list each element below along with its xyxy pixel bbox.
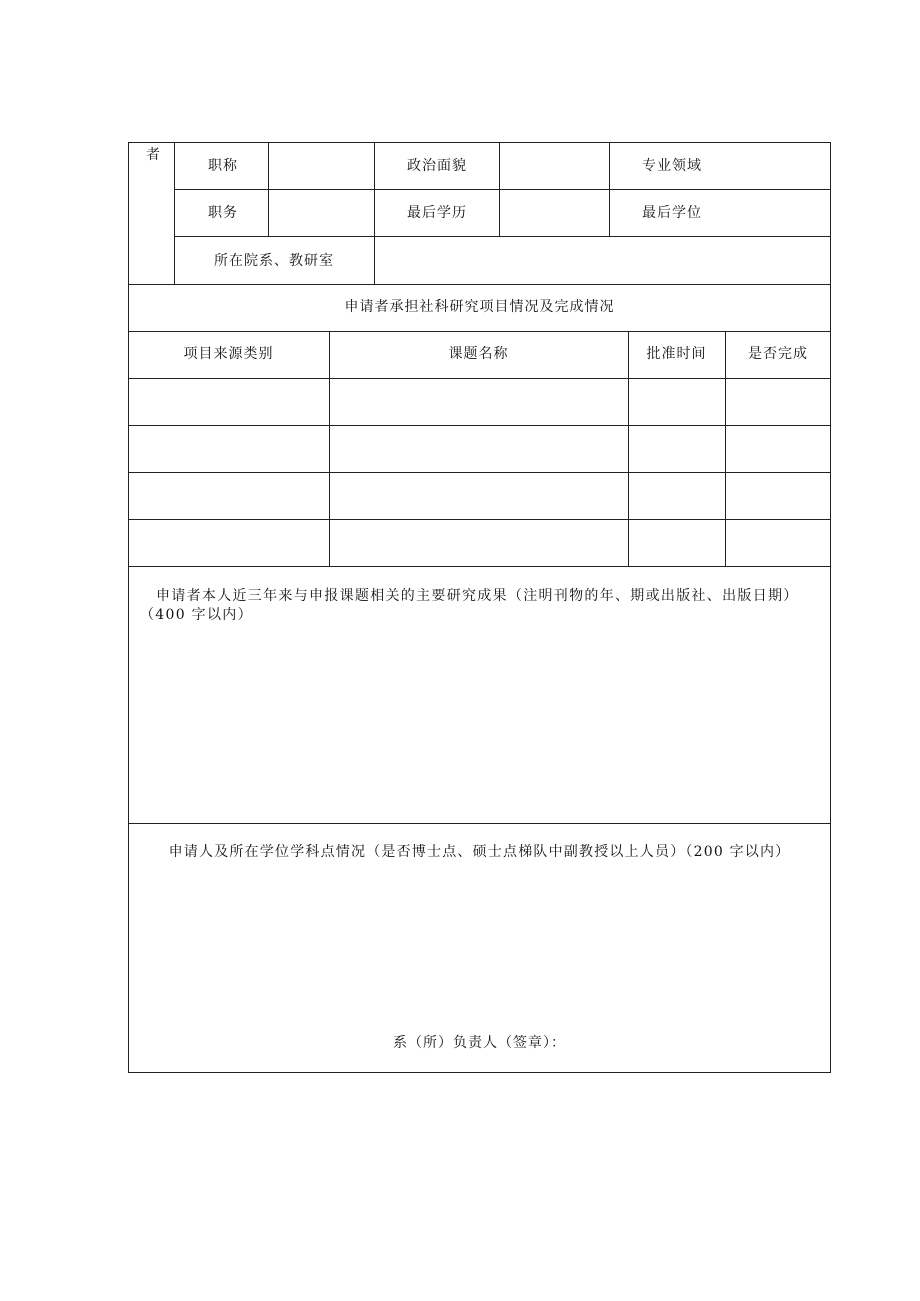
column-header-source: 项目来源类别: [183, 346, 274, 362]
discipline-prompt: 申请人及所在学位学科点情况（是否博士点、硕士点梯队中副教授以上人员）（200 字以内）: [168, 844, 791, 860]
rule: [374, 142, 375, 284]
rule: [128, 566, 831, 567]
column-header-topic: 课题名称: [448, 346, 509, 362]
title-label: 职称: [208, 158, 238, 174]
column-header-completed: 是否完成: [748, 346, 808, 362]
position-label: 职务: [208, 205, 238, 221]
achievements-prompt: 申请者本人近三年来与申报课题相关的主要研究成果（注明刊物的年、期或出版社、出版日期）（400 字以内）: [140, 588, 799, 623]
degree-label: 最后学位: [642, 205, 702, 221]
rule: [499, 142, 500, 236]
rule: [128, 284, 831, 285]
rule: [268, 142, 269, 236]
rule: [174, 142, 175, 284]
column-header-approval-date: 批准时间: [646, 346, 707, 362]
rule: [174, 189, 831, 190]
projects-section-title: 申请者承担社科研究项目情况及完成情况: [344, 299, 615, 315]
department-head-signature-label: 系（所）负责人（签章）：: [393, 1035, 566, 1051]
political-status-label: 政治面貌: [407, 158, 467, 174]
discipline-content[interactable]: [140, 872, 826, 1022]
education-label: 最后学历: [407, 205, 467, 221]
applicant-side-label: 者: [146, 147, 161, 163]
department-label: 所在院系、教研室: [214, 253, 334, 269]
rule: [128, 823, 831, 824]
rule: [329, 331, 330, 566]
rule: [628, 331, 629, 566]
rule: [609, 142, 610, 236]
specialty-label: 专业领域: [642, 158, 702, 174]
rule: [725, 331, 726, 566]
rule: [174, 236, 831, 237]
achievements-content[interactable]: [140, 642, 826, 812]
